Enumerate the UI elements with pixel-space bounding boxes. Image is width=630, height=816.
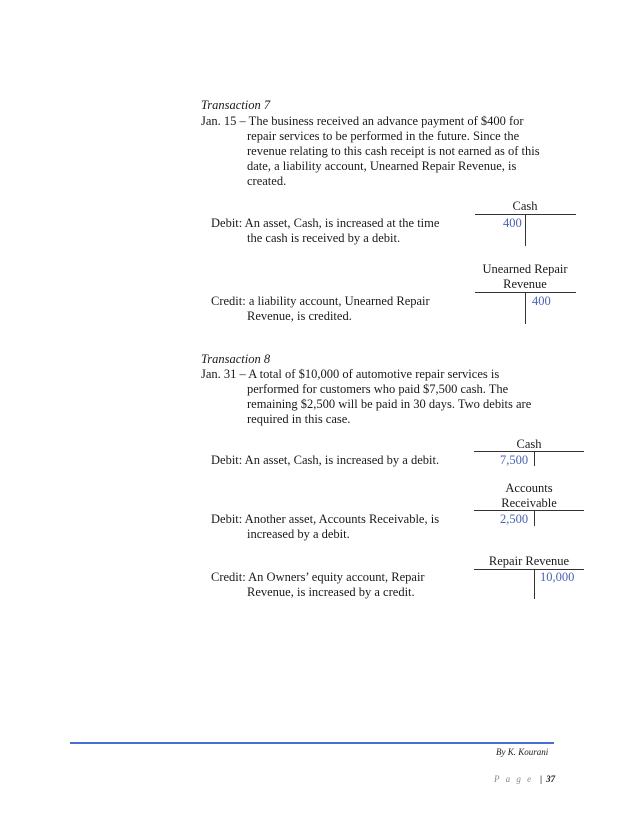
transaction-8-heading: Transaction 8 bbox=[201, 352, 271, 366]
t8-ar-account-divider bbox=[534, 510, 535, 526]
t8-debit-2-line-2: increased by a debit. bbox=[247, 527, 350, 541]
t7-unearned-title-line-2: Revenue bbox=[503, 277, 547, 291]
t8-credit-line-2: Revenue, is increased by a credit. bbox=[247, 585, 415, 599]
t7-line-2: repair services to be performed in the future. Since the bbox=[247, 129, 520, 143]
t8-ar-title-line-2: Receivable bbox=[501, 496, 557, 510]
t8-line-3: remaining $2,500 will be paid in 30 days. Two debits are bbox=[247, 397, 532, 411]
t8-ar-account-rule bbox=[474, 510, 584, 511]
page-separator: | bbox=[540, 774, 543, 784]
t7-credit-line-1: Credit: a liability account, Unearned Repair bbox=[211, 294, 430, 308]
t8-cash-account-rule bbox=[474, 451, 584, 452]
t8-cash-account-title: Cash bbox=[516, 437, 542, 451]
t7-unearned-credit-amount: 400 bbox=[532, 294, 551, 308]
t8-rr-account-divider bbox=[534, 569, 535, 599]
t7-line-4: date, a liability account, Unearned Repair Revenue, is bbox=[247, 159, 517, 173]
t8-debit-1: Debit: An asset, Cash, is increased by a debit. bbox=[211, 453, 440, 467]
t7-debit-line-2: the cash is received by a debit. bbox=[247, 231, 401, 245]
page-number-block bbox=[494, 769, 555, 787]
t7-line-5: created. bbox=[247, 174, 287, 188]
t8-rr-credit-amount: 10,000 bbox=[540, 570, 575, 584]
footer-rule bbox=[70, 742, 554, 744]
page-number: 37 bbox=[546, 774, 556, 784]
t8-cash-debit-amount: 7,500 bbox=[500, 453, 529, 467]
page-label: P a g e bbox=[494, 774, 534, 784]
t8-rr-account-title: Repair Revenue bbox=[488, 554, 570, 568]
t8-line-4: required in this case. bbox=[247, 412, 351, 426]
t8-credit-line-1: Credit: An Owners’ equity account, Repair bbox=[211, 570, 425, 584]
t7-cash-account-divider bbox=[525, 214, 526, 246]
t8-debit-2-line-1: Debit: Another asset, Accounts Receivable, is bbox=[211, 512, 440, 526]
t7-line-1: Jan. 15 – The business received an advance payment of $400 for bbox=[201, 114, 524, 128]
t7-cash-debit-amount: 400 bbox=[503, 216, 522, 230]
transaction-7-heading: Transaction 7 bbox=[201, 98, 271, 112]
t7-debit-line-1: Debit: An asset, Cash, is increased at the time bbox=[211, 216, 440, 230]
t7-unearned-title-line-1: Unearned Repair bbox=[482, 262, 568, 276]
t8-cash-account-divider bbox=[534, 451, 535, 466]
t8-ar-title-line-1: Accounts bbox=[505, 481, 553, 495]
t7-cash-account-title: Cash bbox=[512, 199, 538, 213]
t7-line-3: revenue relating to this cash receipt is not earned as of this bbox=[247, 144, 540, 158]
t7-unearned-account-divider bbox=[525, 292, 526, 324]
t8-line-1: Jan. 31 – A total of $10,000 of automotive repair services is bbox=[201, 367, 500, 381]
footer-author: By K. Kourani bbox=[496, 747, 549, 757]
t8-ar-debit-amount: 2,500 bbox=[500, 512, 529, 526]
t8-line-2: performed for customers who paid $7,500 cash. The bbox=[247, 382, 509, 396]
t7-credit-line-2: Revenue, is credited. bbox=[247, 309, 352, 323]
